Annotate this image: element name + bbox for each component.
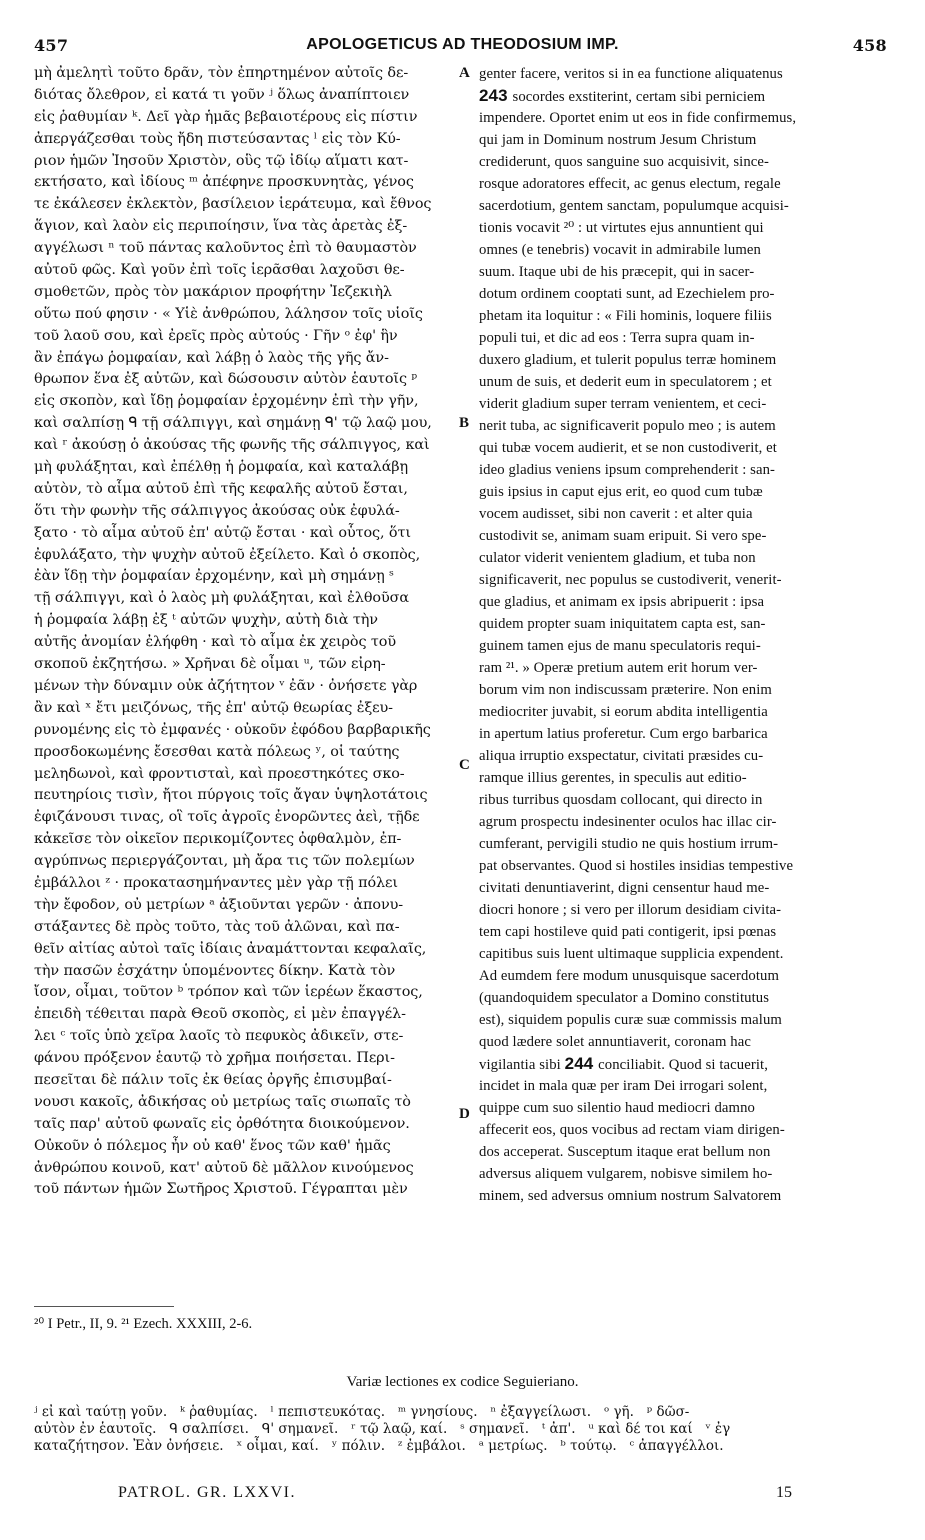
greek-text-line: πευτηρίοις τισὶν, ἤτοι πύργοις τοῖς ἄγαν ὑψηλοτάτοις	[34, 787, 428, 804]
latin-text-line: ramque illius gerentes, in speculis aut editio-	[479, 770, 747, 786]
greek-text-line: τὴν πασῶν ἐσχάτην ὑπομένοντες δίκην. Κατὰ τὸν	[34, 962, 396, 979]
latin-text-line: pat observantes. Quod si hostiles insidias tempestive	[479, 858, 794, 874]
latin-text-line: incidet in mala quæ per iram Dei irrogari solent,	[479, 1078, 768, 1094]
footer-signature: PATROL. GR. LXXVI.	[118, 1484, 296, 1501]
greek-text-line: ἐμβάλλοι ᶻ · προκατασημήναντες μὲν γὰρ τῇ πόλει	[34, 874, 398, 891]
greek-text-line: ἴσον, οἶμαι, τοῦτον ᵇ τρόπον καὶ τῶν ἱερέων ἕκαστος,	[34, 984, 423, 1001]
page-number-right: 458	[852, 36, 887, 55]
latin-text-line: phetam ita loquitur : « Fili hominis, loquere filiis	[479, 308, 772, 324]
greek-text-line: σμοθετῶν, πρὸς τὸν μακάριον προφήτην Ἰεζεκιὴλ	[34, 283, 392, 300]
latin-text-line: quippe cum suo silentio haud mediocri damno	[479, 1100, 755, 1116]
latin-text-line: custodivit se, animam suam eripuit. Si vero spe-	[479, 528, 767, 544]
latin-text-line: genter facere, veritos si in ea functione aliquatenus	[479, 66, 783, 82]
greek-text-line: ἐὰν ἴδῃ τὴν ῥομφαίαν ἐρχομένην, καὶ μὴ σημάνῃ ˢ	[34, 568, 394, 585]
latin-text-line: nerit tuba, ac significaverit populo meo ; is autem	[479, 418, 776, 434]
latin-text-line: diocri honore ; si vero per illorum desidiam civita-	[479, 902, 782, 918]
latin-text-line: (quandoquidem speculator a Domino constitutus	[479, 990, 770, 1006]
greek-text-line: ξατο · τὸ αἷμα αὐτοῦ ἐπ' αὐτῷ ἔσται · καὶ οὗτος, ὅτι	[34, 524, 411, 541]
margin-letter-a: A	[459, 65, 470, 81]
latin-text-line: culator viderit venientem gladium, et tuba non	[479, 550, 756, 566]
greek-text-line: ὅτι τὴν φωνὴν τῆς σάλπιγγος ἀκούσας οὐκ ἐφυλά-	[34, 502, 400, 519]
latin-text-line: agrum prospectu indesinenter oculos hac illac cir-	[479, 814, 777, 830]
latin-text-line: dos acceperat. Susceptum itaque erat bellum non	[479, 1144, 771, 1160]
greek-text-line: εκτήσατο, καὶ ἰδίους ᵐ ἀπέφηνε προσκυνητὰς, γένος	[34, 174, 414, 191]
latin-text-line: capitibus suis luent ultimaque supplicia expendent.	[479, 946, 784, 962]
greek-text-line: ταῖς παρ' αὐτοῦ φωναῖς εἰς ὀρθότητα διοικούμενον.	[34, 1115, 410, 1132]
latin-text-line: duxero gladium, et tulerit populus terræ hominem	[479, 352, 777, 368]
latin-text-line: guis ipsius in caput ejus erit, eo quod cum tubæ	[479, 484, 763, 500]
greek-text-line: φάνου πρόξενον ἑαυτῷ τὸ χρῆμα ποιήσεται. Περι-	[34, 1050, 395, 1067]
latin-text-line: suum. Itaque ubi de his præcepit, qui in sacer-	[479, 264, 755, 280]
greek-text-line: σκοποῦ ἐκζητήσω. » Χρῆναι δὲ οἶμαι ᵘ, τῶν εἰρη-	[34, 656, 386, 673]
latin-text-line: affecerit eos, quos vocibus ad rectam viam dirigen-	[479, 1122, 785, 1138]
latin-text-line: rosque adoratores effecit, ac genus electum, regale	[479, 176, 781, 192]
latin-text-line: civitati denuntiaverint, digni censentur haud me-	[479, 880, 770, 896]
greek-text-line: εἰς ῥαθυμίαν ᵏ. Δεῖ γὰρ ἡμᾶς βεβαιοτέρους εἰς πίστιν	[34, 108, 418, 125]
greek-text-line: αγγέλωσι ⁿ τοῦ πάντας καλοῦντος ἐπὶ τὸ θαυμαστὸν	[34, 240, 417, 257]
greek-text-line: αγρύπνως περιεργάζονται, μὴ ἄρα τις τῶν πολεμίων	[34, 853, 415, 870]
latin-text-line: qui tubæ vocem audierit, et se non custodiverit, et	[479, 440, 777, 456]
variant-line: αὐτὸν ἐν ἑαυτοῖς. ᑫ σαλπίσει. ᑫ' σημανεῖ. ʳ τῷ λαῷ, καί. ˢ σημανεῖ. ᵗ ἀπ'. ᵘ καὶ δέ τοι καί ᵛ ἐγ	[34, 1420, 731, 1437]
greek-text-line: πεσεῖται δὲ πάλιν τοῖς ἐκ θείας ὀργῆς ἐπισυμβαί-	[34, 1071, 392, 1088]
latin-text-line: sacerdotium, gentem sanctam, populumque acquisi-	[479, 198, 789, 214]
latin-text-line: cumferant, pervigili studio ne quis hostium irrum-	[479, 836, 779, 852]
footnote-rule	[34, 1306, 174, 1307]
latin-text-line: omnes (e tenebris) vocavit in admirabile lumen	[479, 242, 761, 258]
latin-text-line: quod lædere solet annuntiaverit, coronam hac	[479, 1034, 751, 1050]
latin-text-line: in apertum latius proferetur. Cum ergo barbarica	[479, 726, 768, 742]
latin-text-line: unum de suis, et dederit eum in speculatorem ; et	[479, 374, 772, 390]
latin-text-line: crediderunt, quos sanguine suo acquisivit, since-	[479, 154, 770, 170]
greek-text-line: διότας ὄλεθρον, εἰ κατά τι γοῦν ʲ ὅλως ἀναπίπτοιεν	[34, 86, 410, 103]
greek-column	[34, 63, 454, 1201]
page-number-left: 457	[34, 36, 69, 55]
latin-text-line: que gladius, et animam ex ipsis abripuerit : ipsa	[479, 594, 765, 610]
greek-text-line: ἐπειδὴ τέθειται παρὰ Θεοῦ σκοπὸς, εἰ μὲν ἐπαγγέλ-	[34, 1006, 406, 1023]
latin-text-line: ribus turribus quosdam collocant, qui directo in	[479, 792, 763, 808]
greek-text-line: ἅγιον, καὶ λαὸν εἰς περιποίησιν, ἵνα τὰς ἀρετὰς ἐξ-	[34, 218, 408, 235]
greek-text-line: μὴ φυλάξηται, καὶ ἐπέλθῃ ἡ ῥομφαία, καὶ καταλάβῃ	[34, 459, 409, 476]
greek-text-line: ἀνθρώπου κοινοῦ, κατ' αὐτοῦ δὲ μᾶλλον κινούμενος	[34, 1159, 414, 1176]
column-number-244: 244	[564, 1054, 599, 1073]
variant-line: ʲ εἰ καὶ ταύτῃ γοῦν. ᵏ ῥαθυμίας. ˡ πεπιστευκότας. ᵐ γνησίους. ⁿ ἐξαγγείλωσι. ᵒ γῆ. ᵖ δῶσ-	[34, 1404, 690, 1420]
margin-letter-c: C	[459, 757, 470, 773]
greek-text-line: Οὐκοῦν ὁ πόλεμος ἦν οὐ καθ' ἕνος τῶν καθ' ἡμᾶς	[34, 1137, 391, 1154]
latin-text-line: guinem tamen ejus de manu speculatoris requi-	[479, 638, 761, 654]
greek-text-line: τοῦ πάντων ἡμῶν Σωτῆρος Χριστοῦ. Γέγραπται μὲν	[34, 1181, 408, 1198]
latin-text-line: populi tui, et dic ad eos : Terra supra quam in-	[479, 330, 755, 346]
margin-letter-d: D	[459, 1106, 470, 1122]
greek-text-line: ριον ἡμῶν Ἰησοῦν Χριστὸν, οὓς τῷ ἰδίῳ αἵματι κατ-	[34, 152, 409, 169]
latin-text-line: viderit gladium super terram venientem, et ceci-	[479, 396, 767, 412]
latin-text-line: 243 socordes exstiterint, certam sibi perniciem	[479, 86, 766, 105]
latin-text-line: minem, sed adversus omnium nostrum Salvatorem	[479, 1188, 782, 1204]
latin-text-line: quidem propter suam iniquitatem capta est, san-	[479, 616, 766, 632]
latin-text-line: mediocriter juvabit, si eorum abdita intelligentia	[479, 704, 768, 720]
latin-text-line: tionis vocavit ²⁰ : ut virtutes ejus annuntient qui	[479, 220, 764, 236]
latin-text-line: impendere. Oportet enim ut eos in fide confirmemus,	[479, 110, 797, 126]
latin-text-line: borum vim non indiscussam præterire. Non enim	[479, 682, 772, 698]
greek-text-line: νουσι κακοῖς, ἀδικήσας οὐ μετρίως ταῖς σιωπαῖς τὸ	[34, 1093, 411, 1110]
running-title: APOLOGETICUS AD THEODOSIUM IMP.	[306, 36, 619, 53]
greek-text-line: τε ἐκάλεσεν ἐκλεκτὸν, βασίλειον ἱεράτευμα, καὶ ἔθνος	[34, 196, 432, 213]
column-number-243: 243	[479, 86, 513, 105]
margin-letter-b: B	[459, 415, 470, 431]
latin-text-line: est), siquidem populis curæ suæ commissis malum	[479, 1012, 782, 1028]
greek-text-line: προσδοκωμένης ἔσεσθαι κατὰ πόλεως ʸ, οἱ ταύτης	[34, 743, 400, 760]
latin-text-line: ram ²¹. » Operæ pretium autem erit horum ver-	[479, 660, 758, 676]
greek-text-line: ρυνομένης εἰς τὸ ἐμφανές · οὐκοῦν ἐφόδου βαρβαρικῆς	[34, 721, 431, 738]
latin-text-line: vigilantia sibi 244 conciliabit. Quod si tacuerit,	[479, 1054, 768, 1073]
greek-text-line: στάξαντες δὲ πρὸς τοῦτο, τὰς τοῦ ἀλῶναι, καὶ πα-	[34, 918, 400, 935]
greek-text-line: καὶ ʳ ἀκούσῃ ὁ ἀκούσας τῆς φωνῆς τῆς σάλπιγγος, καὶ	[34, 437, 430, 454]
greek-text-line: ἡ ῥομφαία λάβῃ ἐξ ᵗ αὐτῶν ψυχὴν, αὐτὴ διὰ τὴν	[34, 612, 378, 629]
footnotes: ²⁰ I Petr., II, 9. ²¹ Ezech. XXXIII, 2-6.	[34, 1316, 253, 1332]
greek-text-line: τοῦ λαοῦ σου, καὶ ἐρεῖς πρὸς αὐτούς · Γῆν ᵒ ἐφ' ἣν	[34, 327, 398, 344]
greek-text-line: κἀκεῖσε τὸν οἰκεῖον περικομίζοντες ὀφθαλμὸν, ἐπ-	[34, 831, 402, 848]
latin-text-line: vocem audisset, sibi non caverit : et alter quia	[479, 506, 753, 522]
greek-text-line: μένων τὴν δύναμιν οὐκ ἀζήτητον ᵛ ἐᾶν · ὀνήσετε γὰρ	[34, 677, 418, 694]
greek-text-line: αὐτῆς ἀνομίαν ἐλήφθη · καὶ τὸ αἷμα ἐκ χειρὸς τοῦ	[34, 634, 396, 651]
greek-text-line: λει ᶜ τοῖς ὑπὸ χεῖρα λαοῖς τὸ πεφυκὸς ἀδικεῖν, στε-	[34, 1028, 404, 1045]
latin-text-line: dotum ordinem cooptati sunt, ad Ezechielem pro-	[479, 286, 775, 302]
greek-text-line: ἐφυλάξατο, τὴν ψυχὴν αὐτοῦ ἐξείλετο. Καὶ ὁ σκοπὸς,	[34, 546, 421, 563]
variant-readings	[34, 1404, 894, 1454]
variant-line: καταζήτησον. Ἐὰν ὀνήσειε. ˣ οἶμαι, καί. ʸ πόλιν. ᶻ ἐμβάλοι. ᵃ μετρίως. ᵇ τούτῳ. ᶜ ἀπαγγέλλοι.	[34, 1437, 724, 1454]
footer-sheet-number: 15	[776, 1484, 792, 1501]
greek-text-line: θρωπον ἕνα ἐξ αὐτῶν, καὶ δώσουσιν αὐτὸν ἑαυτοῖς ᵖ	[34, 371, 418, 388]
variae-lectiones-title: Variæ lectiones ex codice Seguieriano.	[346, 1374, 579, 1390]
greek-text-line: θεῖν αἰτίας αὐτοὶ ταῖς ἰδίαις ἀναμάττονται κεφαλαῖς,	[34, 940, 427, 957]
greek-text-line: καὶ σαλπίσῃ ᑫ τῇ σάλπιγγι, καὶ σημάνῃ ᑫ' τῷ λαῷ μου,	[34, 415, 432, 432]
greek-text-line: αὐτὸν, τὸ αἷμα αὐτοῦ ἐπὶ τῆς κεφαλῆς αὐτοῦ ἔσται,	[34, 480, 408, 497]
greek-text-line: ἐφιζάνουσι τινας, οἳ τοῖς ἀγροῖς ἐνορῶντες ἀεὶ, τῇδε	[34, 809, 420, 826]
greek-text-line: ἂν καὶ ˣ ἔτι μειζόνως, τῆς ἐπ' αὐτῷ θεωρίας ἐξευ-	[34, 699, 393, 716]
latin-text-line: aliqua irruptio exspectatur, civitati præsides cu-	[479, 748, 764, 764]
latin-text-line: significaverit, nec populus se custodiverit, venerit-	[479, 572, 782, 588]
latin-text-line: adversus aliquem vulgarem, nobisve similem ho-	[479, 1166, 773, 1182]
greek-text-line: μὴ ἀμελητὶ τοῦτο δρᾶν, τὸν ἐπηρτημένον αὐτοῖς δε-	[34, 65, 409, 81]
greek-text-line: αὐτοῦ φῶς. Καὶ γοῦν ἐπὶ τοῖς ἱερᾶσθαι λαχοῦσι θε-	[34, 262, 405, 279]
latin-text-line: tem capi hostileve quid pati contigerit, ipsi pœnas	[479, 924, 777, 940]
latin-column	[479, 63, 891, 1207]
greek-text-line: τὴν ἔφοδον, οὐ μετρίων ᵃ ἀξιοῦνται γερῶν · ἀπονυ-	[34, 896, 403, 913]
latin-text-line: qui jam in Dominum nostrum Jesum Christum	[479, 132, 757, 148]
latin-text-line: ideo gladius veniens ipsum comprehenderit : san-	[479, 462, 776, 478]
greek-text-line: οὕτω πού φησιν · « Υἱὲ ἀνθρώπου, λάλησον τοῖς υἱοῖς	[34, 305, 423, 322]
greek-text-line: ἀπεργάζεσθαι τοὺς ἤδη πιστεύσαντας ˡ εἰς τὸν Κύ-	[34, 130, 401, 147]
greek-text-line: τῇ σάλπιγγι, καὶ ὁ λαὸς μὴ φυλάξηται, καὶ ἐλθοῦσα	[34, 590, 409, 607]
greek-text-line: ἂν ἐπάγω ῥομφαίαν, καὶ λάβῃ ὁ λαὸς τῆς γῆς ἄν-	[34, 349, 389, 366]
latin-text-line: Ad eumdem fere modum unusquisque sacerdotum	[479, 968, 780, 984]
greek-text-line: εἰς σκοπὸν, καὶ ἴδῃ ῥομφαίαν ἐρχομένην ἐπὶ τὴν γῆν,	[34, 393, 419, 410]
greek-text-line: μεληδωνοὶ, καὶ φροντισταὶ, καὶ προεστηκότες σκο-	[34, 765, 405, 782]
